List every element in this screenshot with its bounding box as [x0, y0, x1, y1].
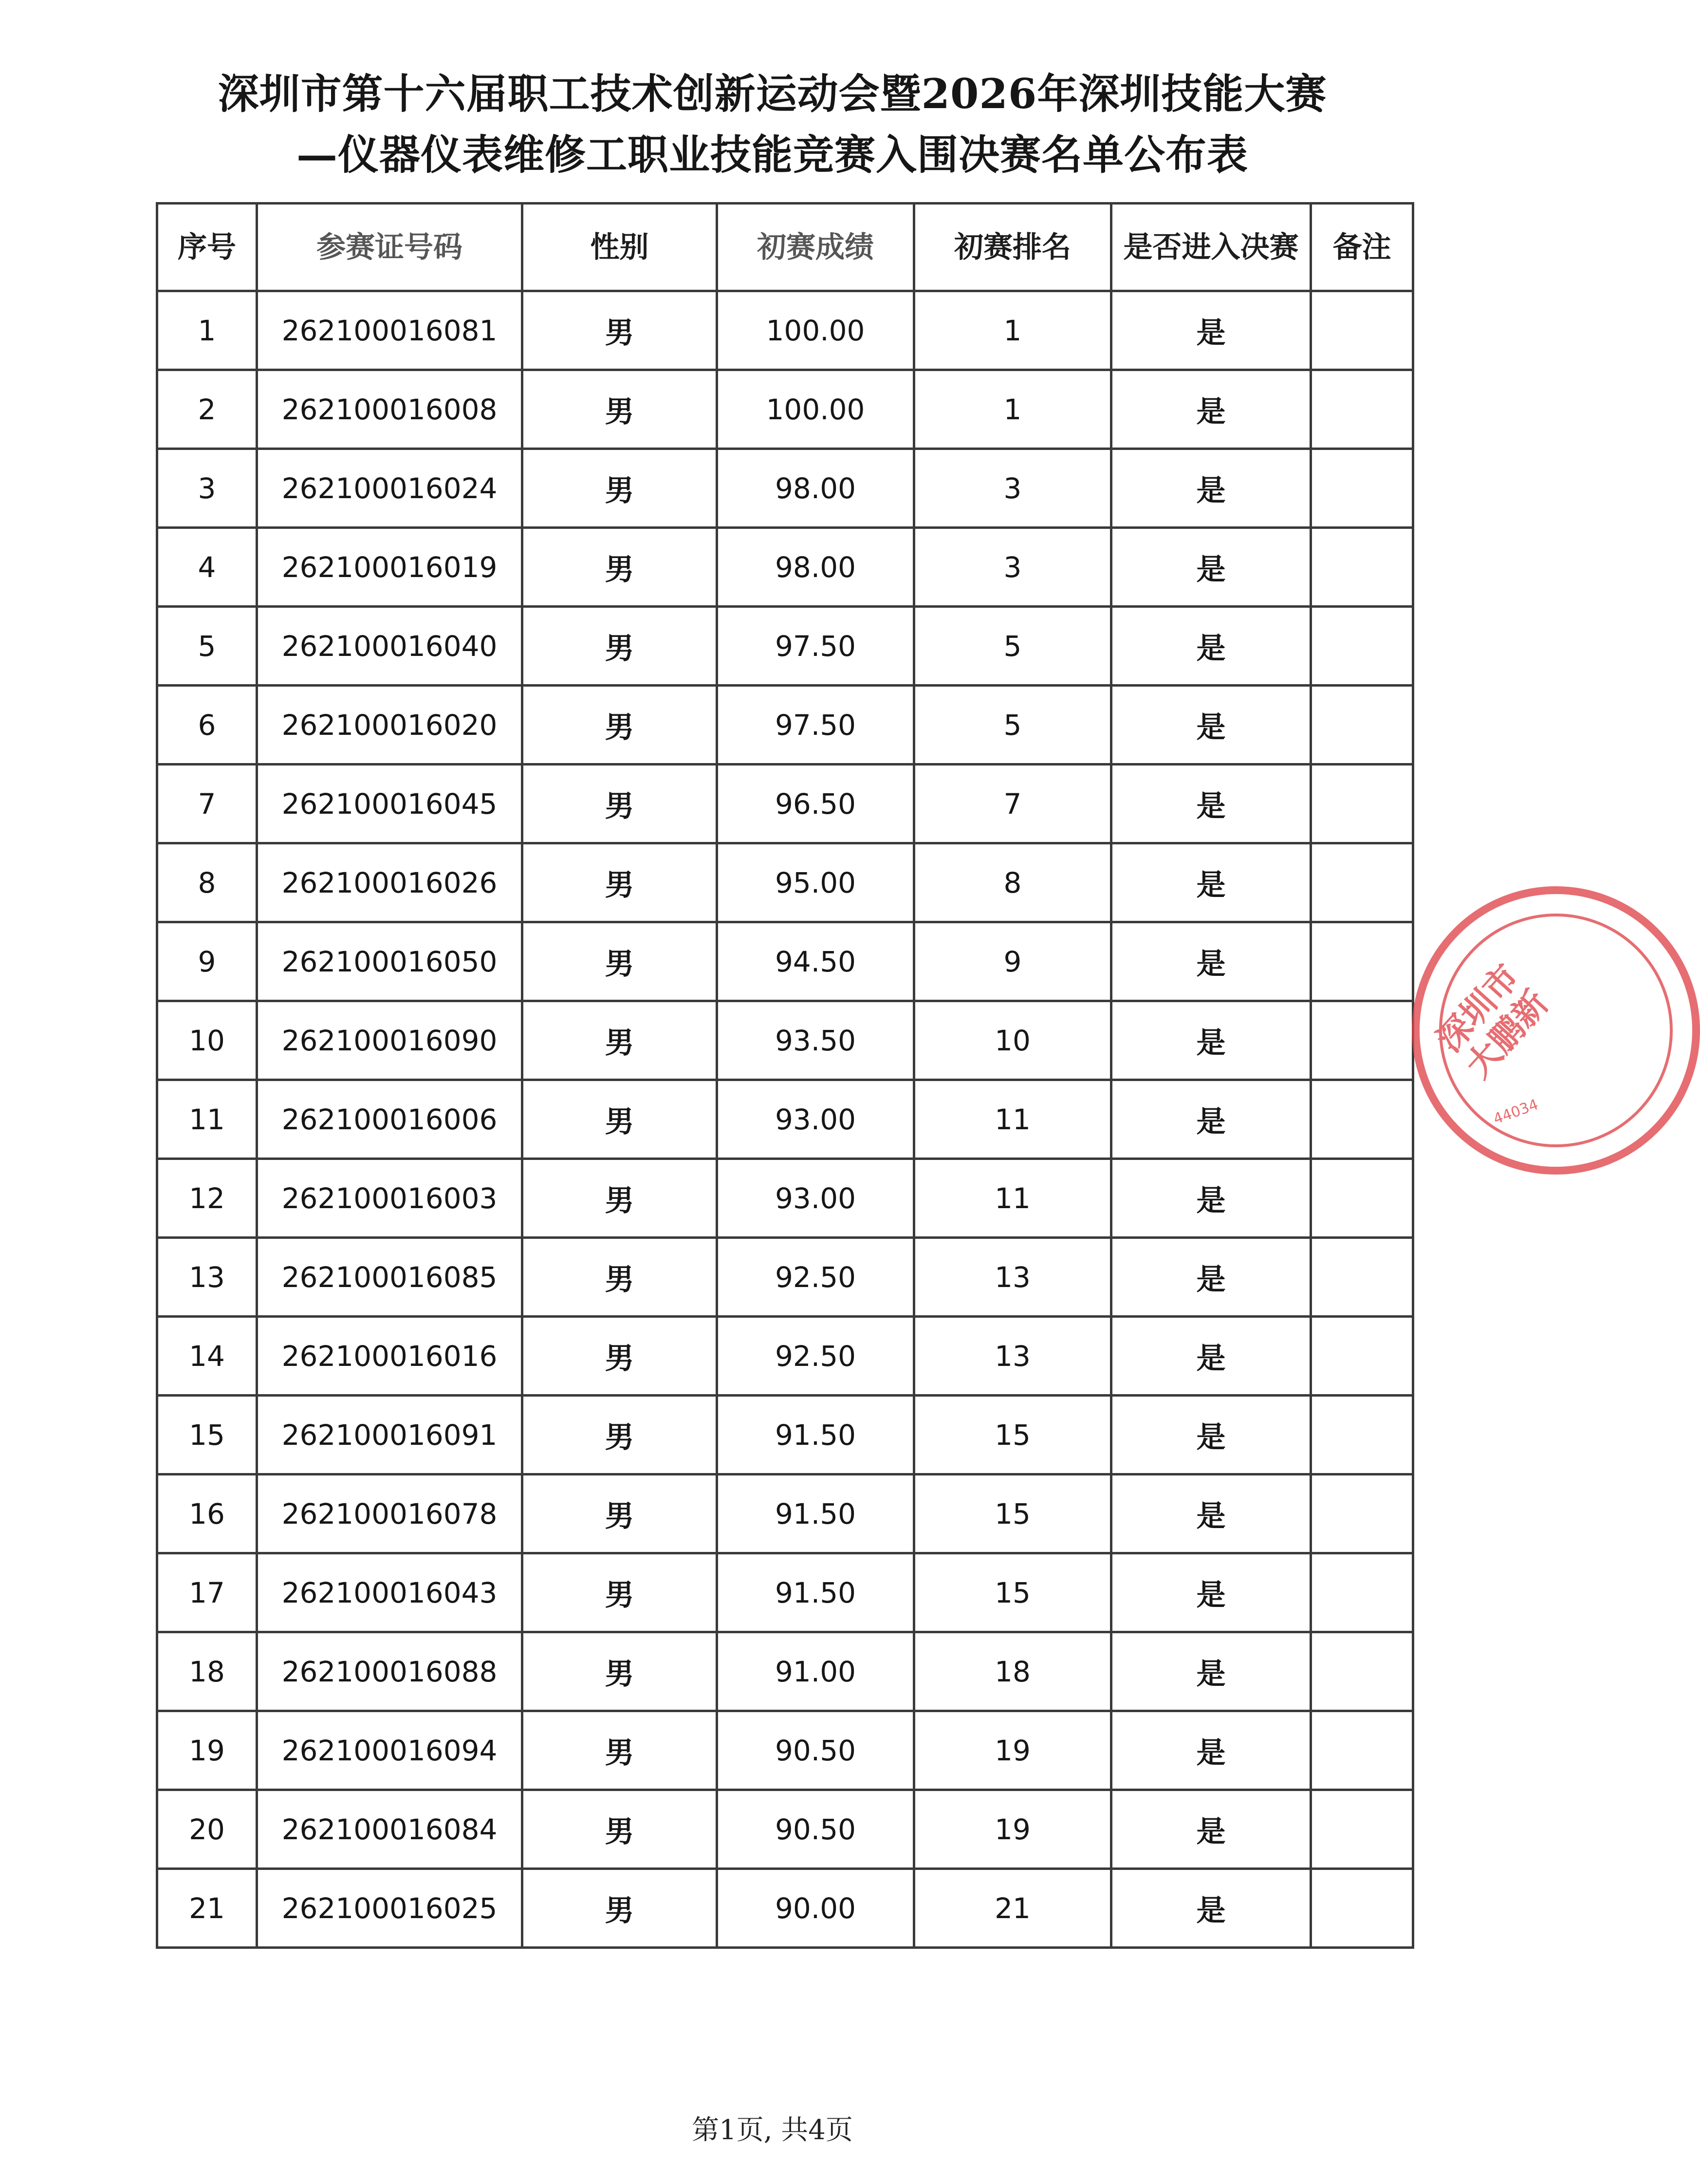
row-note [1311, 843, 1413, 922]
row-rank: 3 [914, 528, 1111, 607]
row-note [1311, 765, 1413, 843]
row-rank: 5 [914, 607, 1111, 686]
row-serial: 4 [157, 528, 257, 607]
row-rank: 11 [914, 1159, 1111, 1238]
row-note [1311, 1159, 1413, 1238]
table-row [157, 922, 1413, 1001]
row-gender: 男 [522, 1553, 717, 1632]
table-row [157, 1080, 1413, 1159]
row-serial: 17 [157, 1553, 257, 1632]
official-seal [1412, 886, 1700, 1175]
header-serial: 序号 [157, 204, 257, 291]
row-serial: 19 [157, 1711, 257, 1790]
row-gender: 男 [522, 1396, 717, 1475]
row-serial: 12 [157, 1159, 257, 1238]
header-score: 初赛成绩 [717, 204, 914, 291]
row-score: 97.50 [717, 607, 914, 686]
row-score: 93.00 [717, 1080, 914, 1159]
header-rank: 初赛排名 [914, 204, 1111, 291]
row-score: 90.00 [717, 1869, 914, 1948]
table-row [157, 449, 1413, 528]
document-title [0, 63, 1545, 185]
row-score: 96.50 [717, 765, 914, 843]
row-rank: 13 [914, 1317, 1111, 1396]
row-serial: 11 [157, 1080, 257, 1159]
row-entry-id: 262100016016 [257, 1317, 522, 1396]
row-score: 95.00 [717, 843, 914, 922]
row-final: 是 [1111, 1711, 1311, 1790]
finalist-table [156, 202, 1414, 1949]
row-entry-id: 262100016006 [257, 1080, 522, 1159]
row-entry-id: 262100016085 [257, 1238, 522, 1317]
row-rank: 7 [914, 765, 1111, 843]
row-gender: 男 [522, 1632, 717, 1711]
row-score: 98.00 [717, 528, 914, 607]
table-row [157, 1317, 1413, 1396]
row-note [1311, 1238, 1413, 1317]
row-note [1311, 686, 1413, 765]
row-score: 91.50 [717, 1396, 914, 1475]
row-gender: 男 [522, 1159, 717, 1238]
header-gender: 性别 [522, 204, 717, 291]
row-final: 是 [1111, 1632, 1311, 1711]
table-row [157, 291, 1413, 370]
table-row [157, 1475, 1413, 1553]
row-entry-id: 262100016090 [257, 1001, 522, 1080]
row-final: 是 [1111, 1869, 1311, 1948]
table-row [157, 1159, 1413, 1238]
row-entry-id: 262100016043 [257, 1553, 522, 1632]
row-score: 93.50 [717, 1001, 914, 1080]
row-serial: 1 [157, 291, 257, 370]
row-final: 是 [1111, 1159, 1311, 1238]
row-note [1311, 370, 1413, 449]
row-entry-id: 262100016020 [257, 686, 522, 765]
row-final: 是 [1111, 1790, 1311, 1869]
row-final: 是 [1111, 1475, 1311, 1553]
row-final: 是 [1111, 528, 1311, 607]
seal-code: 44034 [1491, 1096, 1541, 1128]
row-gender: 男 [522, 1080, 717, 1159]
table-row [157, 686, 1413, 765]
row-entry-id: 262100016088 [257, 1632, 522, 1711]
row-note [1311, 1553, 1413, 1632]
row-note [1311, 1001, 1413, 1080]
row-serial: 13 [157, 1238, 257, 1317]
table-row [157, 765, 1413, 843]
row-score: 91.50 [717, 1475, 914, 1553]
table-row [157, 1238, 1413, 1317]
row-final: 是 [1111, 449, 1311, 528]
row-rank: 21 [914, 1869, 1111, 1948]
row-final: 是 [1111, 1553, 1311, 1632]
row-final: 是 [1111, 686, 1311, 765]
table-row [157, 1790, 1413, 1869]
row-score: 92.50 [717, 1238, 914, 1317]
row-entry-id: 262100016003 [257, 1159, 522, 1238]
row-entry-id: 262100016045 [257, 765, 522, 843]
row-note [1311, 528, 1413, 607]
row-rank: 19 [914, 1790, 1111, 1869]
row-final: 是 [1111, 291, 1311, 370]
title-line-2: —仪器仪表维修工职业技能竞赛入围决赛名单公布表 [296, 131, 1248, 179]
seal-text: 深圳市大鹏新 [1429, 956, 1556, 1086]
row-serial: 5 [157, 607, 257, 686]
header-final: 是否进入决赛 [1111, 204, 1311, 291]
row-score: 92.50 [717, 1317, 914, 1396]
row-serial: 20 [157, 1790, 257, 1869]
row-rank: 15 [914, 1396, 1111, 1475]
row-note [1311, 1317, 1413, 1396]
row-note [1311, 291, 1413, 370]
row-gender: 男 [522, 370, 717, 449]
row-gender: 男 [522, 607, 717, 686]
row-rank: 19 [914, 1711, 1111, 1790]
row-final: 是 [1111, 370, 1311, 449]
row-rank: 13 [914, 1238, 1111, 1317]
row-gender: 男 [522, 1790, 717, 1869]
row-note [1311, 1080, 1413, 1159]
row-rank: 15 [914, 1475, 1111, 1553]
row-note [1311, 1632, 1413, 1711]
row-gender: 男 [522, 1001, 717, 1080]
row-final: 是 [1111, 607, 1311, 686]
row-entry-id: 262100016050 [257, 922, 522, 1001]
row-entry-id: 262100016024 [257, 449, 522, 528]
row-score: 94.50 [717, 922, 914, 1001]
table-row [157, 528, 1413, 607]
row-note [1311, 1869, 1413, 1948]
row-rank: 3 [914, 449, 1111, 528]
row-entry-id: 262100016094 [257, 1711, 522, 1790]
row-rank: 5 [914, 686, 1111, 765]
row-gender: 男 [522, 291, 717, 370]
table-row [157, 607, 1413, 686]
row-rank: 18 [914, 1632, 1111, 1711]
row-final: 是 [1111, 1001, 1311, 1080]
row-final: 是 [1111, 1317, 1311, 1396]
row-gender: 男 [522, 686, 717, 765]
row-rank: 15 [914, 1553, 1111, 1632]
row-entry-id: 262100016025 [257, 1869, 522, 1948]
row-gender: 男 [522, 528, 717, 607]
row-serial: 2 [157, 370, 257, 449]
row-final: 是 [1111, 1080, 1311, 1159]
table-row [157, 1001, 1413, 1080]
row-score: 97.50 [717, 686, 914, 765]
row-final: 是 [1111, 843, 1311, 922]
row-score: 90.50 [717, 1711, 914, 1790]
table-row [157, 843, 1413, 922]
table-body [157, 291, 1413, 1948]
row-rank: 8 [914, 843, 1111, 922]
row-note [1311, 449, 1413, 528]
row-serial: 9 [157, 922, 257, 1001]
table-row [157, 1396, 1413, 1475]
row-note [1311, 607, 1413, 686]
table-row [157, 1711, 1413, 1790]
row-gender: 男 [522, 843, 717, 922]
row-entry-id: 262100016026 [257, 843, 522, 922]
row-entry-id: 262100016078 [257, 1475, 522, 1553]
row-serial: 3 [157, 449, 257, 528]
row-rank: 9 [914, 922, 1111, 1001]
table-row [157, 370, 1413, 449]
row-score: 91.50 [717, 1553, 914, 1632]
row-final: 是 [1111, 1396, 1311, 1475]
row-serial: 6 [157, 686, 257, 765]
row-rank: 11 [914, 1080, 1111, 1159]
row-gender: 男 [522, 1869, 717, 1948]
row-entry-id: 262100016008 [257, 370, 522, 449]
row-serial: 21 [157, 1869, 257, 1948]
row-score: 93.00 [717, 1159, 914, 1238]
header-note: 备注 [1311, 204, 1413, 291]
row-final: 是 [1111, 1238, 1311, 1317]
title-line-1: 深圳市第十六届职工技术创新运动会暨2026年深圳技能大赛 [218, 70, 1327, 118]
header-entry-id: 参赛证号码 [257, 204, 522, 291]
row-entry-id: 262100016081 [257, 291, 522, 370]
row-note [1311, 1711, 1413, 1790]
row-note [1311, 922, 1413, 1001]
row-score: 91.00 [717, 1632, 914, 1711]
row-gender: 男 [522, 449, 717, 528]
table-row [157, 1632, 1413, 1711]
row-score: 100.00 [717, 370, 914, 449]
row-serial: 18 [157, 1632, 257, 1711]
row-serial: 16 [157, 1475, 257, 1553]
row-note [1311, 1396, 1413, 1475]
row-score: 100.00 [717, 291, 914, 370]
row-serial: 15 [157, 1396, 257, 1475]
page-footer: 第1页, 共4页 [692, 2114, 853, 2146]
row-serial: 8 [157, 843, 257, 922]
row-entry-id: 262100016091 [257, 1396, 522, 1475]
row-rank: 1 [914, 370, 1111, 449]
table-row [157, 1869, 1413, 1948]
row-score: 98.00 [717, 449, 914, 528]
row-final: 是 [1111, 922, 1311, 1001]
row-serial: 10 [157, 1001, 257, 1080]
row-gender: 男 [522, 922, 717, 1001]
row-serial: 14 [157, 1317, 257, 1396]
row-note [1311, 1475, 1413, 1553]
row-entry-id: 262100016040 [257, 607, 522, 686]
table-header-row [157, 204, 1413, 291]
row-gender: 男 [522, 1238, 717, 1317]
row-entry-id: 262100016019 [257, 528, 522, 607]
row-rank: 1 [914, 291, 1111, 370]
row-note [1311, 1790, 1413, 1869]
row-gender: 男 [522, 765, 717, 843]
row-score: 90.50 [717, 1790, 914, 1869]
row-gender: 男 [522, 1711, 717, 1790]
row-final: 是 [1111, 765, 1311, 843]
row-entry-id: 262100016084 [257, 1790, 522, 1869]
row-gender: 男 [522, 1317, 717, 1396]
row-serial: 7 [157, 765, 257, 843]
table-row [157, 1553, 1413, 1632]
row-gender: 男 [522, 1475, 717, 1553]
row-rank: 10 [914, 1001, 1111, 1080]
